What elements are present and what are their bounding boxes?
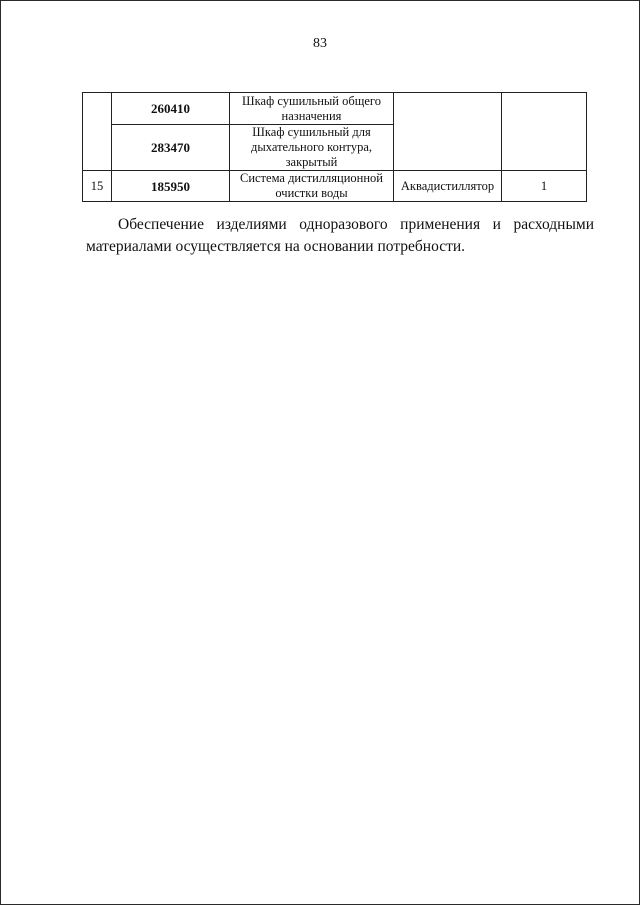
product-name-cell: Шкаф сушильный общего назначения xyxy=(230,93,394,125)
row-number-cell: 15 xyxy=(83,171,112,202)
product-code-cell: 185950 xyxy=(112,171,230,202)
body-paragraph: Обеспечение изделиями одноразового применения и расходными материалами осуществляется на основании потребности. xyxy=(86,216,594,255)
quantity-cell xyxy=(502,93,587,171)
row-number-cell xyxy=(83,93,112,171)
product-name-cell: Шкаф сушильный для дыхательного контура, закрытый xyxy=(230,125,394,171)
table-row xyxy=(83,171,587,202)
product-name-cell: Система дистилляционной очистки воды xyxy=(230,171,394,202)
page-number: 83 xyxy=(313,36,327,51)
product-code-cell: 283470 xyxy=(112,125,230,171)
product-code-cell: 260410 xyxy=(112,93,230,125)
table-row xyxy=(83,93,587,125)
product-kind-cell: Аквадистиллятор xyxy=(394,171,502,202)
equipment-table xyxy=(82,92,587,202)
product-kind-cell xyxy=(394,93,502,171)
quantity-cell: 1 xyxy=(502,171,587,202)
